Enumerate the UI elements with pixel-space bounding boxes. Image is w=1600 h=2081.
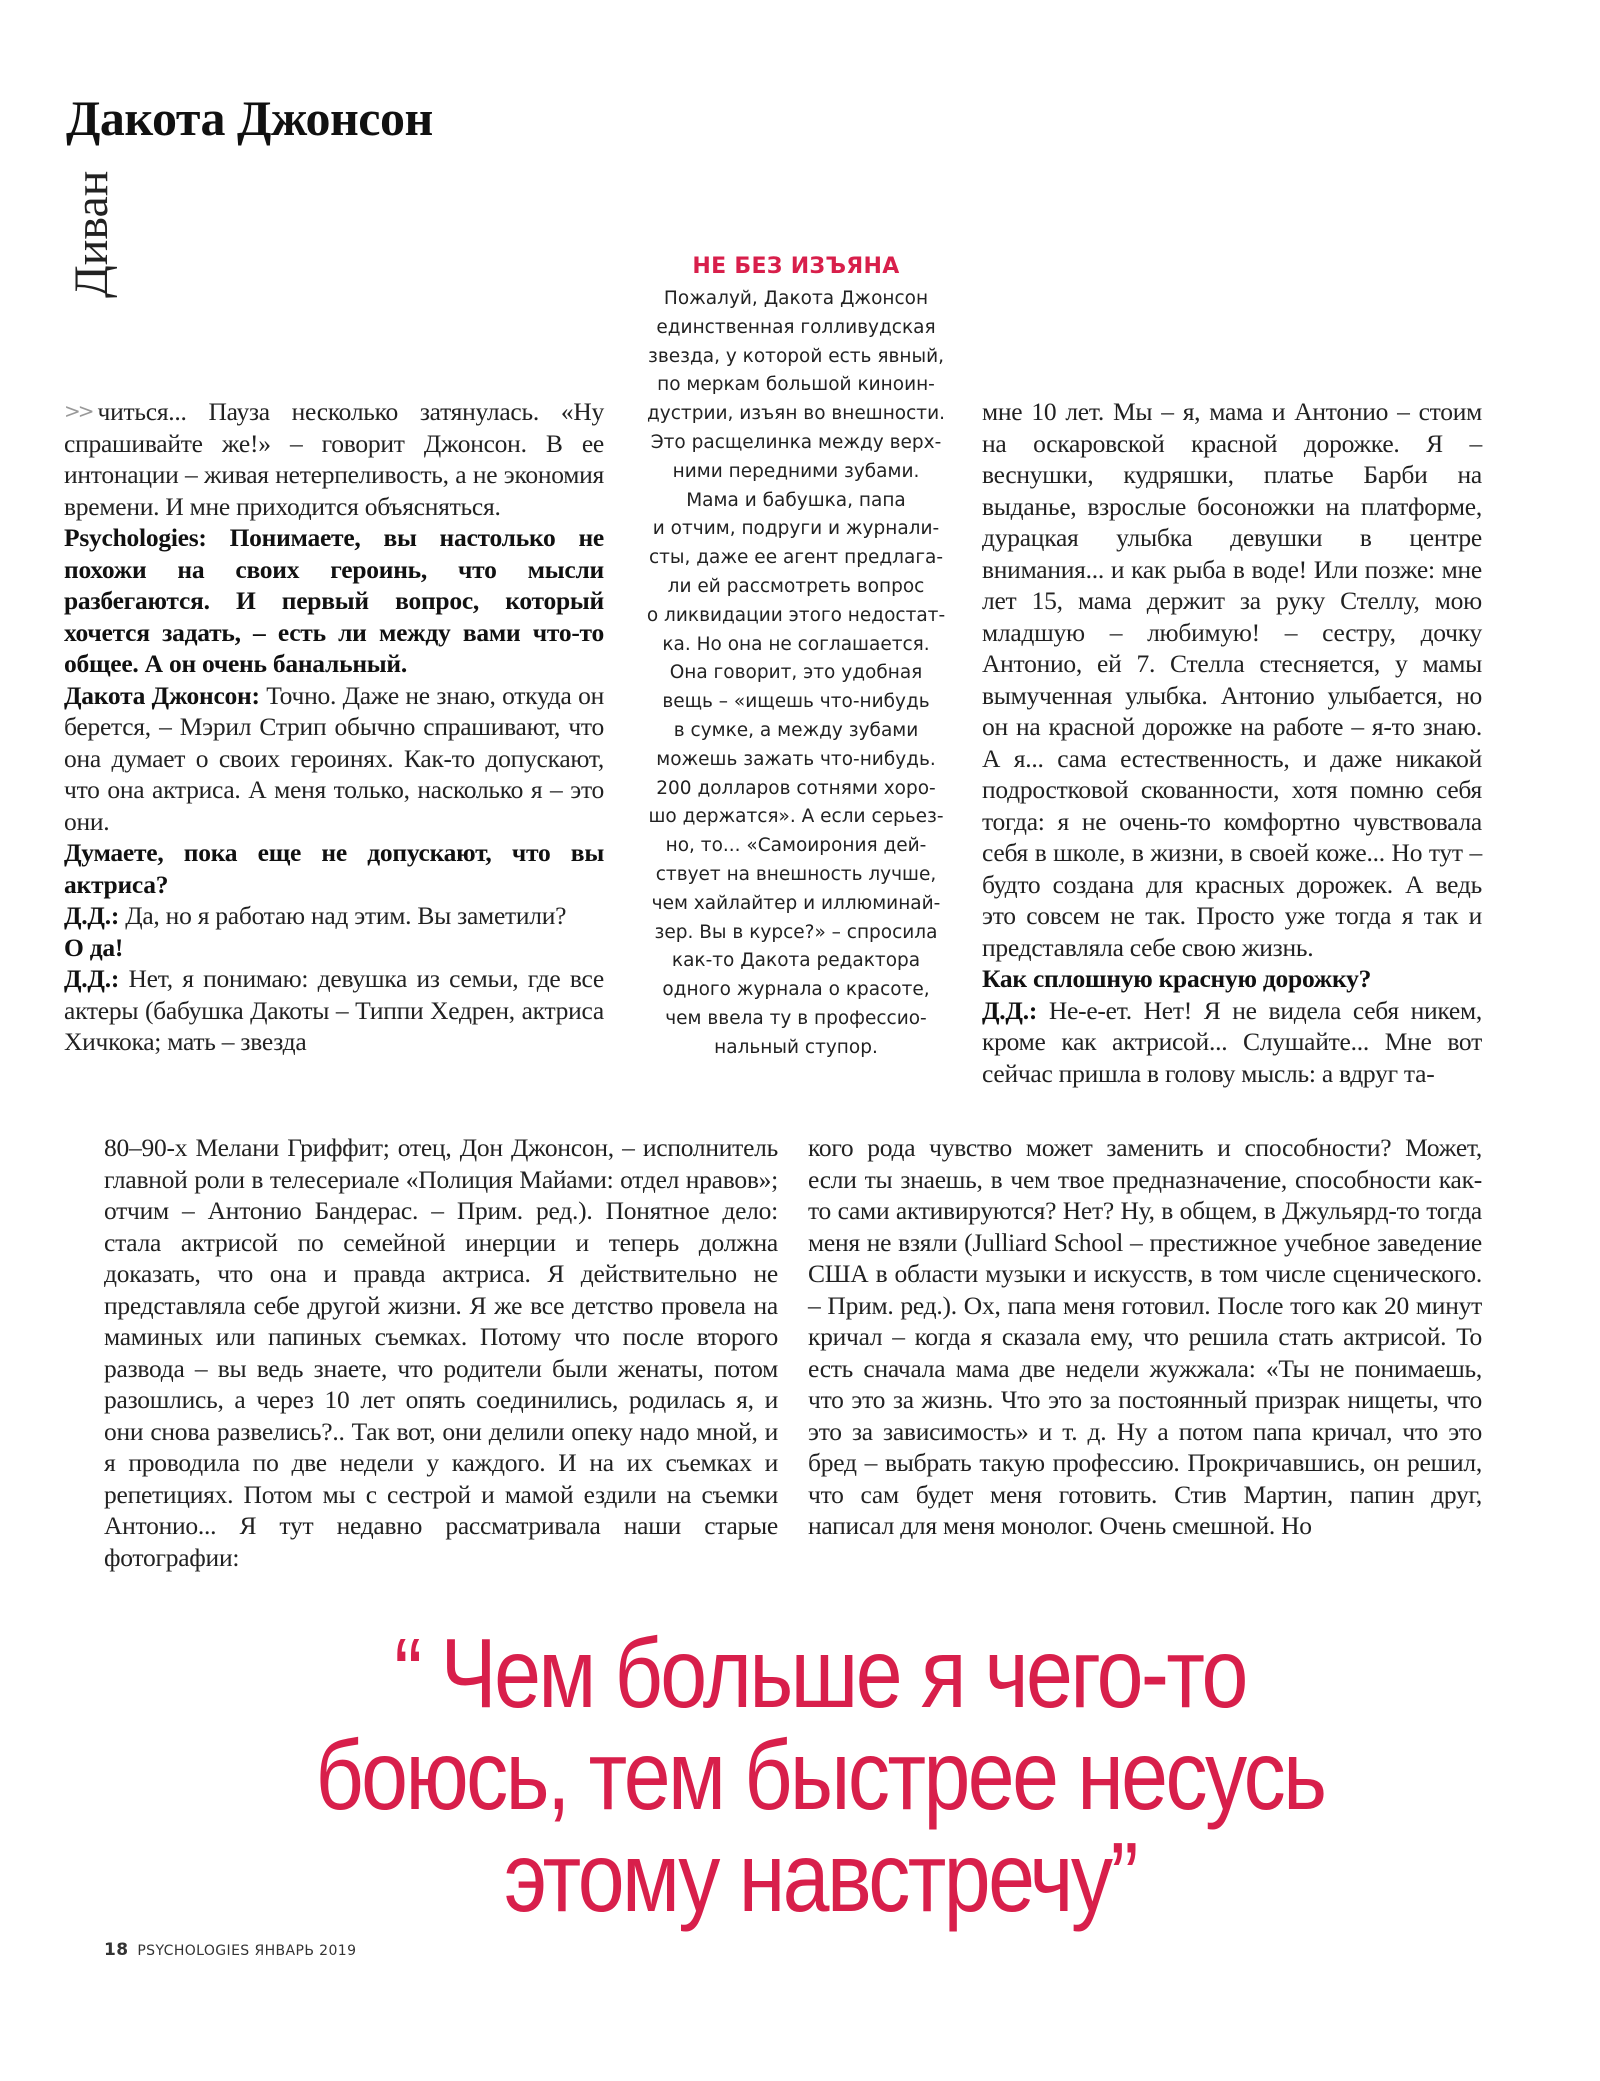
sidebar-line: ними передними зубами. — [672, 460, 920, 482]
sidebar-line: в сумке, а между зубами — [673, 719, 919, 741]
sidebar-line: ствует на внешность лучше, — [655, 863, 937, 885]
sidebar-line: одного журнала о красоте, — [662, 979, 930, 1001]
answer: Дакота Джонсон: Точно. Даже не знаю, откуда он берется, – Мэрил Стрип обычно спрашивают, что она думает о своих героинях. Как-то допускают, что она актриса. А меня только, насколько я – это они. — [64, 680, 604, 836]
question: Как сплошную красную дорожку? — [982, 964, 1372, 993]
section-rubric: Диван — [65, 170, 118, 298]
sidebar-text — [610, 285, 982, 1063]
sidebar-line: дустрии, изъян во внешности. — [647, 403, 945, 425]
sidebar-line: как-то Дакота редактора — [671, 950, 921, 972]
paragraph: >> читься... Пауза несколько затянулась. «Ну спрашивайте же!» – говорит Джонсон. В ее интонации – живая нетерпеливость, а не экономия времени. И мне приходится объясняться. — [64, 397, 604, 521]
sidebar-line: нальный ступор. — [714, 1036, 878, 1058]
page-title: Дакота Джонсон — [66, 90, 433, 146]
article-column-2 — [104, 1132, 778, 1573]
sidebar-line: Пожалуй, Дакота Джонсон — [663, 288, 929, 309]
sidebar-line: но, то... «Самоирония дей- — [665, 835, 927, 857]
question: Думаете, пока еще не допускают, что вы актриса? — [64, 838, 604, 899]
article-column-4 — [808, 1132, 1482, 1542]
sidebar-line: шо держатся». А если серьез- — [648, 806, 944, 828]
sidebar-line: Это расщелинка между верх- — [650, 431, 942, 453]
sidebar-line: о ликвидации этого недостат- — [646, 604, 946, 626]
article-column-1 — [64, 396, 604, 1058]
question: Psychologies: Понимаете, вы настолько не похожи на своих героинь, что мысли разбегаются. И первый вопрос, который хочется задать, – есть ли между вами что-то общее. А он очень банальный. — [64, 523, 604, 678]
sidebar-line: звезда, у которой есть явный, — [648, 345, 944, 367]
sidebar-line: Мама и бабушка, папа — [686, 489, 906, 511]
paragraph: 80–90-х Мелани Гриффит; отец, Дон Джонсон, – исполнитель главной роли в телесериале «Полиция Майами: отдел нравов»; отчим – Антонио Бандерас. – Прим. ред.). Понятное дело: стала актрисой по семейной инерции и теперь должна доказать, что она и правда актриса. Я действительно не представляла себе другой жизни. Я же все детство провела на маминых или папиных съемках. Потому что после второго развода – вы ведь знаете, что родители были женаты, потом разошлись, а через 10 лет опять соединились, родилась я, и они снова развелись?.. Так вот, они делили опеку надо мной, и я проводила по две недели у каждого. И на их съемках и репетициях. Потом мы с сестрой и мамой ездили на съемки Антонио... Я тут недавно рассматривала наши старые фотографии: — [104, 1133, 778, 1572]
pull-quote-line: этому навстречу” — [504, 1822, 1136, 1932]
sidebar-line: ка. Но она не соглашается. — [662, 633, 930, 655]
page-number: 18 — [104, 1940, 129, 1960]
pull-quote — [218, 1618, 1422, 1932]
continuation-arrow-icon: >> — [64, 399, 92, 423]
sidebar-line: ли ей рассмотреть вопрос — [667, 575, 925, 597]
pull-quote-line: боюсь, тем быстрее несусь — [315, 1720, 1325, 1830]
sidebar-line: единственная голливудская — [656, 316, 936, 338]
sidebar-line: по меркам большой киноин- — [657, 374, 935, 396]
answer: Д.Д.: Да, но я работаю над этим. Вы заметили? — [64, 901, 567, 930]
sidebar-line: сты, даже ее агент предлага- — [648, 547, 944, 569]
sidebar-line: можешь зажать что-нибудь. — [656, 748, 936, 770]
pull-quote-line: “ Чем больше я чего-то — [394, 1618, 1246, 1728]
question: О да! — [64, 932, 124, 962]
page-footer — [104, 1940, 356, 1960]
sidebar-line: вещь – «ищешь что-нибудь — [662, 691, 930, 713]
answer: Д.Д.: Нет, я понимаю: девушка из семьи, где все актеры (бабушка Дакоты – Типпи Хедрен, актриса Хичкока; мать – звезда — [64, 964, 604, 1056]
sidebar-line: зер. Вы в курсе?» – спросила — [654, 921, 938, 943]
paragraph: кого рода чувство может заменить и способности? Может, если ты знаешь, в чем твое предназначение, способности как-то сами активируются? Нет? Ну, в общем, в Джульярд-то тогда меня не взяли (Julliard School – престижное учебное заведение США в области музыки и искусств, в том числе сценического. – Прим. ред.). Ох, папа меня готовил. После того как 20 минут кричал – когда я сказала ему, что решила стать актрисой. То есть сначала мама две недели жужжала: «Ты не понимаешь, что это за жизнь. Что это за постоянный призрак нищеты, что это за зависимость» и т. д. Ну а потом папа кричал, что это бред – выбрать такую профессию. Прокричавшись, он решил, что сам будет меня готовить. Стив Мартин, папин друг, написал для меня монолог. Очень смешной. Но — [808, 1133, 1482, 1540]
sidebar-line: и отчим, подруги и журнали- — [652, 518, 940, 540]
sidebar-line: чем ввела ту в профессио- — [665, 1007, 927, 1029]
sidebar-box — [610, 254, 982, 1063]
answer: Д.Д.: Не-е-ет. Нет! Я не видела себя никем, кроме как актрисой... Слушайте... Мне вот сейчас пришла в голову мысль: а вдруг та- — [982, 995, 1482, 1088]
issue-label: PSYCHOLOGIES ЯНВАРЬ 2019 — [137, 1943, 357, 1959]
paragraph: мне 10 лет. Мы – я, мама и Антонио – стоим на оскаровской красной дорожке. Я – веснушки, кудряшки, платье Барби на выданье, взрослые босоножки на платформе, дурацкая улыбка девушки в центре внимания... и как рыба в воде! Или позже: мне лет 15, мама держит за руку Стеллу, мою младшую – любимую! – сестру, дочку Антонио, ей 7. Стелла стесняется, у мамы вымученная улыбка. Антонио улыбается, но он на красной дорожке на работе – я-то знаю. А я... сама естественность, и даже никакой подростковой скованности, хотя помню себя тогда: я не очень-то комфортно чувствовала себя в школе, в жизни, в своей коже... Но тут – будто создана для красных дорожек. А ведь это совсем не так. Просто уже тогда я так и представляла себе свою жизнь. — [982, 397, 1482, 962]
sidebar-line: чем хайлайтер и иллюминай- — [651, 892, 941, 914]
article-column-3 — [982, 396, 1482, 1089]
sidebar-title: НЕ БЕЗ ИЗЪЯНА — [692, 254, 900, 279]
sidebar-line: 200 долларов сотнями хоро- — [656, 777, 936, 799]
sidebar-line: Она говорит, это удобная — [669, 662, 923, 684]
